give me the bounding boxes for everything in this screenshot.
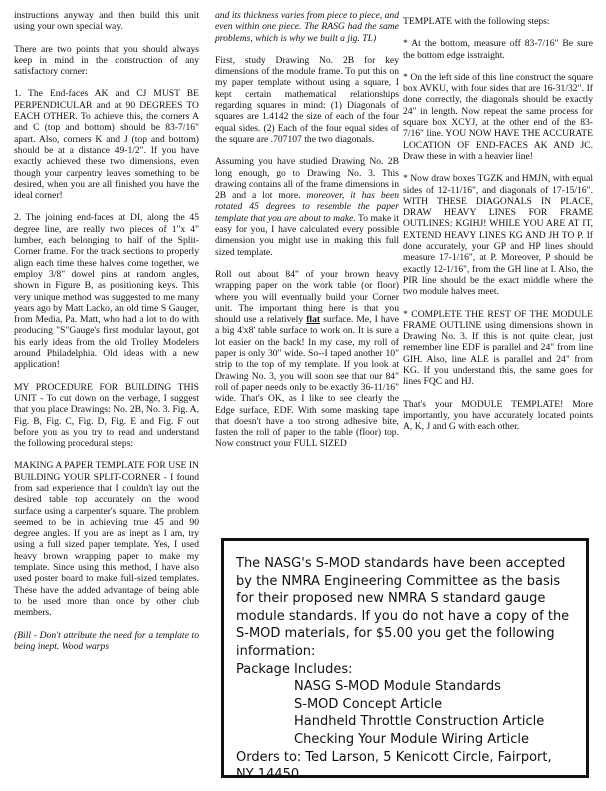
paragraph-study-drawing: First, study Drawing No. 2B for key dimensions of the module frame. To put this on my paper template without using a square, I kept certain mathematical relationships regarding squares in mind: (1) Diagonals of squares are 1.4142 the size of each of the four equal sides. (2) Each of the four equal sides of the square are .707107 the two diagonals. — [215, 54, 399, 145]
smod-notice-box — [221, 538, 589, 783]
article-column-3 — [403, 16, 593, 433]
orders-city: NY 14450 — [236, 767, 300, 783]
emphasis-flat: flat — [306, 314, 321, 326]
package-item: Checking Your Module Wiring Article — [294, 731, 529, 747]
paragraph: instructions anyway and then build this unit using your own special way. — [14, 10, 199, 33]
text-run: surface. Me, I have a big 4'x8' table surface to work on. It is sure a lot easier on the back! In my case, my roll of paper is only 30" wide. So--I taped another 10" strip to the top of my template. If you look at Drawing No. 3, you will soon see that our 84" roll of paper needs only to be exactly 36-11/16" wide. That's OK, as I like to see clearly the Edge surface, EDF. With some masking tape that doesn't have a too strong adhesive bite, fasten the roll of paper to the table (floor) top. Now construct your FULL SIZED — [215, 314, 400, 450]
package-item: S-MOD Concept Article — [294, 696, 443, 712]
text-run: To make it easy for you, I have calculated every possible dimension you might use in making this full sized template. — [215, 212, 399, 258]
step-square-boxes: * On the left side of this line construct the square box AVKU, with four sides that are 16-31/32". If done correctly, the diagonals should be exactly 24" in length. Now repeat the same process for square box XCYJ, at the other end of the 83- 7/16" line. YOU NOW HAVE THE ACCURATE LOCATION OF END-FACES AK AND JC. Draw these in with a heavier line! — [403, 71, 593, 162]
editor-note: (Bill - Don't attribute the need for a template to being inept. Wood warps — [14, 629, 199, 652]
paragraph-point-1: 1. The End-faces AK and CJ MUST BE PERPENDICULAR and at 90 DEGREES TO EACH OTHER. To achieve this, the corners A and C (top and bottom) should be 83-7/16" apart. Also, corners K and J (top and bottom) should be at a distance 49-1/2". If you have exactly achieved these two dimensions, even though your carpentry leaves something to be desired, when you are all finished you have the ideal corner! — [14, 88, 199, 202]
article-column-2 — [215, 10, 399, 450]
paragraph-paper-template: MAKING A PAPER TEMPLATE FOR USE IN BUILDING YOUR SPLIT-CORNER - I found from sad experience that I couldn't lay out the desired table top accurately on the wood surface using a carpenter's square. The problem seemed to be in achieving true 45 and 90 degree angles. If you are as inept as I am, try using a full sized paper template. Yes, I used heavy brown wrapping paper to make my template. Since using this method, I have also used poster board to make full-sized templates. These have the added advantage of being able to be used more than once by other club members. — [14, 460, 199, 619]
orders-address: Orders to: Ted Larson, 5 Kenicott Circle, Fairport, — [236, 749, 552, 765]
text-run: Roll out about 84" of your brown heavy wrapping paper on the work table (or floor) where you will eventually build your Corner unit. The important thing here is that you should use a relatively — [215, 268, 399, 326]
notice-intro: The NASG's S-MOD standards have been accepted by the NMRA Engineering Committee as the basis for their proposed new NMRA S standard gauge module standards. If you do not have a copy of the S-MOD materials, for $5.00 you get the following information: — [236, 556, 570, 659]
step-bottom-line: * At the bottom, measure off 83-7/16" Be sure the bottom edge isstraight. — [403, 38, 593, 61]
editor-note-continued: and its thickness varies from piece to piece, and even within one piece. The RASG had the same problems, which is why we built a jig. TL) — [215, 10, 399, 44]
article-column-1 — [14, 10, 199, 652]
step-complete-outline: * COMPLETE THE REST OF THE MODULE FRAME OUTLINE using dimensions shown in Drawing No. 3. If this is not quite clear, just remember line EDF is parallel and 24" from line GIH. Also, line ALE is parallel and 24" from KG. If you understand this, the same goes for lines FQC and HJ. — [403, 308, 593, 388]
paragraph-roll-paper — [215, 269, 399, 450]
notice-content — [236, 555, 580, 784]
package-item: Handheld Throttle Construction Article — [294, 714, 545, 730]
italic-text-run: moreover, it has been rotated 45 degrees to resemble the paper template that you are about to make. — [215, 190, 399, 224]
package-label: Package Includes: — [236, 661, 353, 677]
package-item: NASG S-MOD Module Standards — [294, 679, 501, 695]
step-draw-boxes: * Now draw boxes TGZK and HMJN, with equal sides of 12-11/16", and diagonals of 17-15/16". WITH THESE DIAGONALS IN PLACE, DRAW HEAVY LINES FOR FRAME OUTLINES: KGIHJ! WHILE YOU ARE AT IT, EXTEND HEAVY LINES KG AND JH TO P. If done accurately, your GP and HP lines should measure 17-1/16", at P. Moreover, P should be exactly 12-1/16", from the GH line at I. Also, the PIR line should be the exact middle where the two module halves meet. — [403, 173, 593, 298]
paragraph: TEMPLATE with the following steps: — [403, 16, 550, 27]
text-run: Assuming you have studied Drawing No. 2B long enough, go to Drawing No. 3. This drawing contains all of the frame dimensions in 2B and a lot more. — [215, 156, 399, 202]
paragraph-point-2: 2. The joining end-faces at DI, along the 45 degree line, are really two pieces of 1"x 4" lumber, each belonging to half of the Split-Corner frame. For the track sections to properly align each time these halves come together, we employ 3/8" dowel pins at random angles, shown in Figure B, as positioning keys. This very unique method was suggested to me many years ago by Matt Lacko, an old time S Gauger, from Media, Pa. Matt, who had a lot to do with producing "S"Gauge's first modular layout, got his early ideas from the old Trolley Modelers around Philadelphia. Old ideas with a new application! — [14, 212, 199, 371]
paragraph-drawing-3 — [215, 156, 399, 258]
paragraph-conclusion: That's your MODULE TEMPLATE! More importantly, you have accurately located points A, K, J and G with each other. — [403, 398, 593, 433]
paragraph: There are two points that you should always keep in mind in the construction of any satisfactory corner: — [14, 43, 199, 78]
paragraph-procedure: MY PROCEDURE FOR BUILDING THIS UNIT - To cut down on the verbage, I suggest that you place Drawings: No. 2B, No. 3. Fig. A, Fig. B, Fig. C, Fig. D, Fig. E and Fig. F out before you as you try to read and understand the following procedural steps: — [14, 381, 199, 450]
